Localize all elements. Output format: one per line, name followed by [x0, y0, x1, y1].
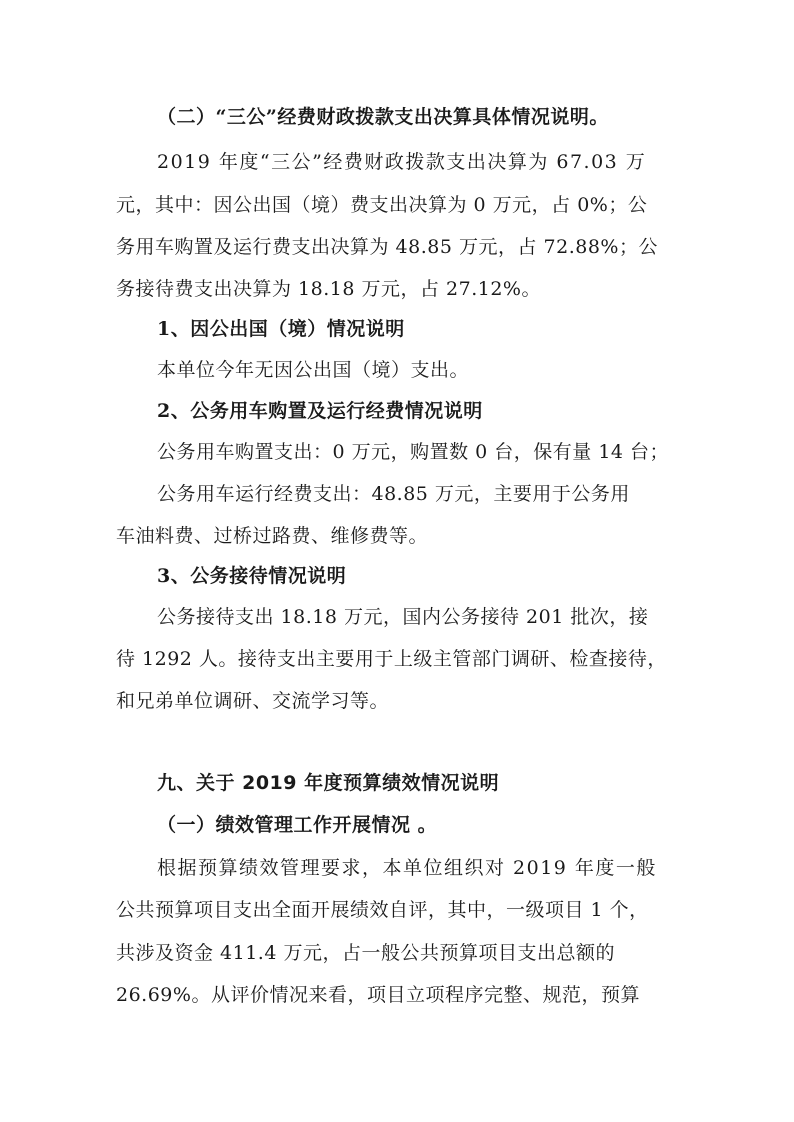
- sangong-heading: （二）“三公”经费财政拨款支出决算具体情况说明。: [157, 106, 609, 128]
- performance-line-3: 共涉及资金 411.4 万元，占一般公共预算项目支出总额的: [116, 942, 615, 964]
- item3-line-1: 公务接待支出 18.18 万元，国内公务接待 201 批次，接: [157, 606, 649, 628]
- sangong-summary-line-1: 2019 年度“三公”经费财政拨款支出决算为 67.03 万: [157, 151, 647, 173]
- performance-sub-heading: （一）绩效管理工作开展情况 。: [157, 814, 438, 836]
- sangong-summary-line-4: 务接待费支出决算为 18.18 万元，占 27.12%。: [116, 278, 541, 300]
- sangong-summary-line-2: 元，其中：因公出国（境）费支出决算为 0 万元，占 0%；公: [116, 194, 648, 216]
- performance-line-1: 根据预算绩效管理要求，本单位组织对 2019 年度一般: [157, 857, 657, 879]
- item2-line-1: 公务用车购置支出：0 万元，购置数 0 台，保有量 14 台；: [157, 441, 670, 463]
- performance-line-2: 公共预算项目支出全面开展绩效自评，其中，一级项目 1 个，: [116, 899, 649, 921]
- item3-line-2: 待 1292 人。接待支出主要用于上级主管部门调研、检查接待，: [116, 648, 667, 670]
- sangong-summary-line-3: 务用车购置及运行费支出决算为 48.85 万元，占 72.88%；公: [116, 236, 658, 258]
- item1-line-1: 本单位今年无因公出国（境）支出。: [157, 359, 470, 381]
- item2-heading: 2、公务用车购置及运行经费情况说明: [157, 400, 483, 422]
- item1-heading: 1、因公出国（境）情况说明: [157, 318, 405, 340]
- item2-line-2: 公务用车运行经费支出：48.85 万元，主要用于公务用: [157, 483, 630, 505]
- item3-heading: 3、公务接待情况说明: [157, 565, 347, 587]
- performance-heading: 九、关于 2019 年度预算绩效情况说明: [157, 772, 500, 794]
- item3-line-3: 和兄弟单位调研、交流学习等。: [116, 690, 390, 712]
- performance-line-4: 26.69%。从评价情况来看，项目立项程序完整、规范，预算: [116, 984, 640, 1006]
- item2-line-3: 车油料费、过桥过路费、维修费等。: [116, 525, 429, 547]
